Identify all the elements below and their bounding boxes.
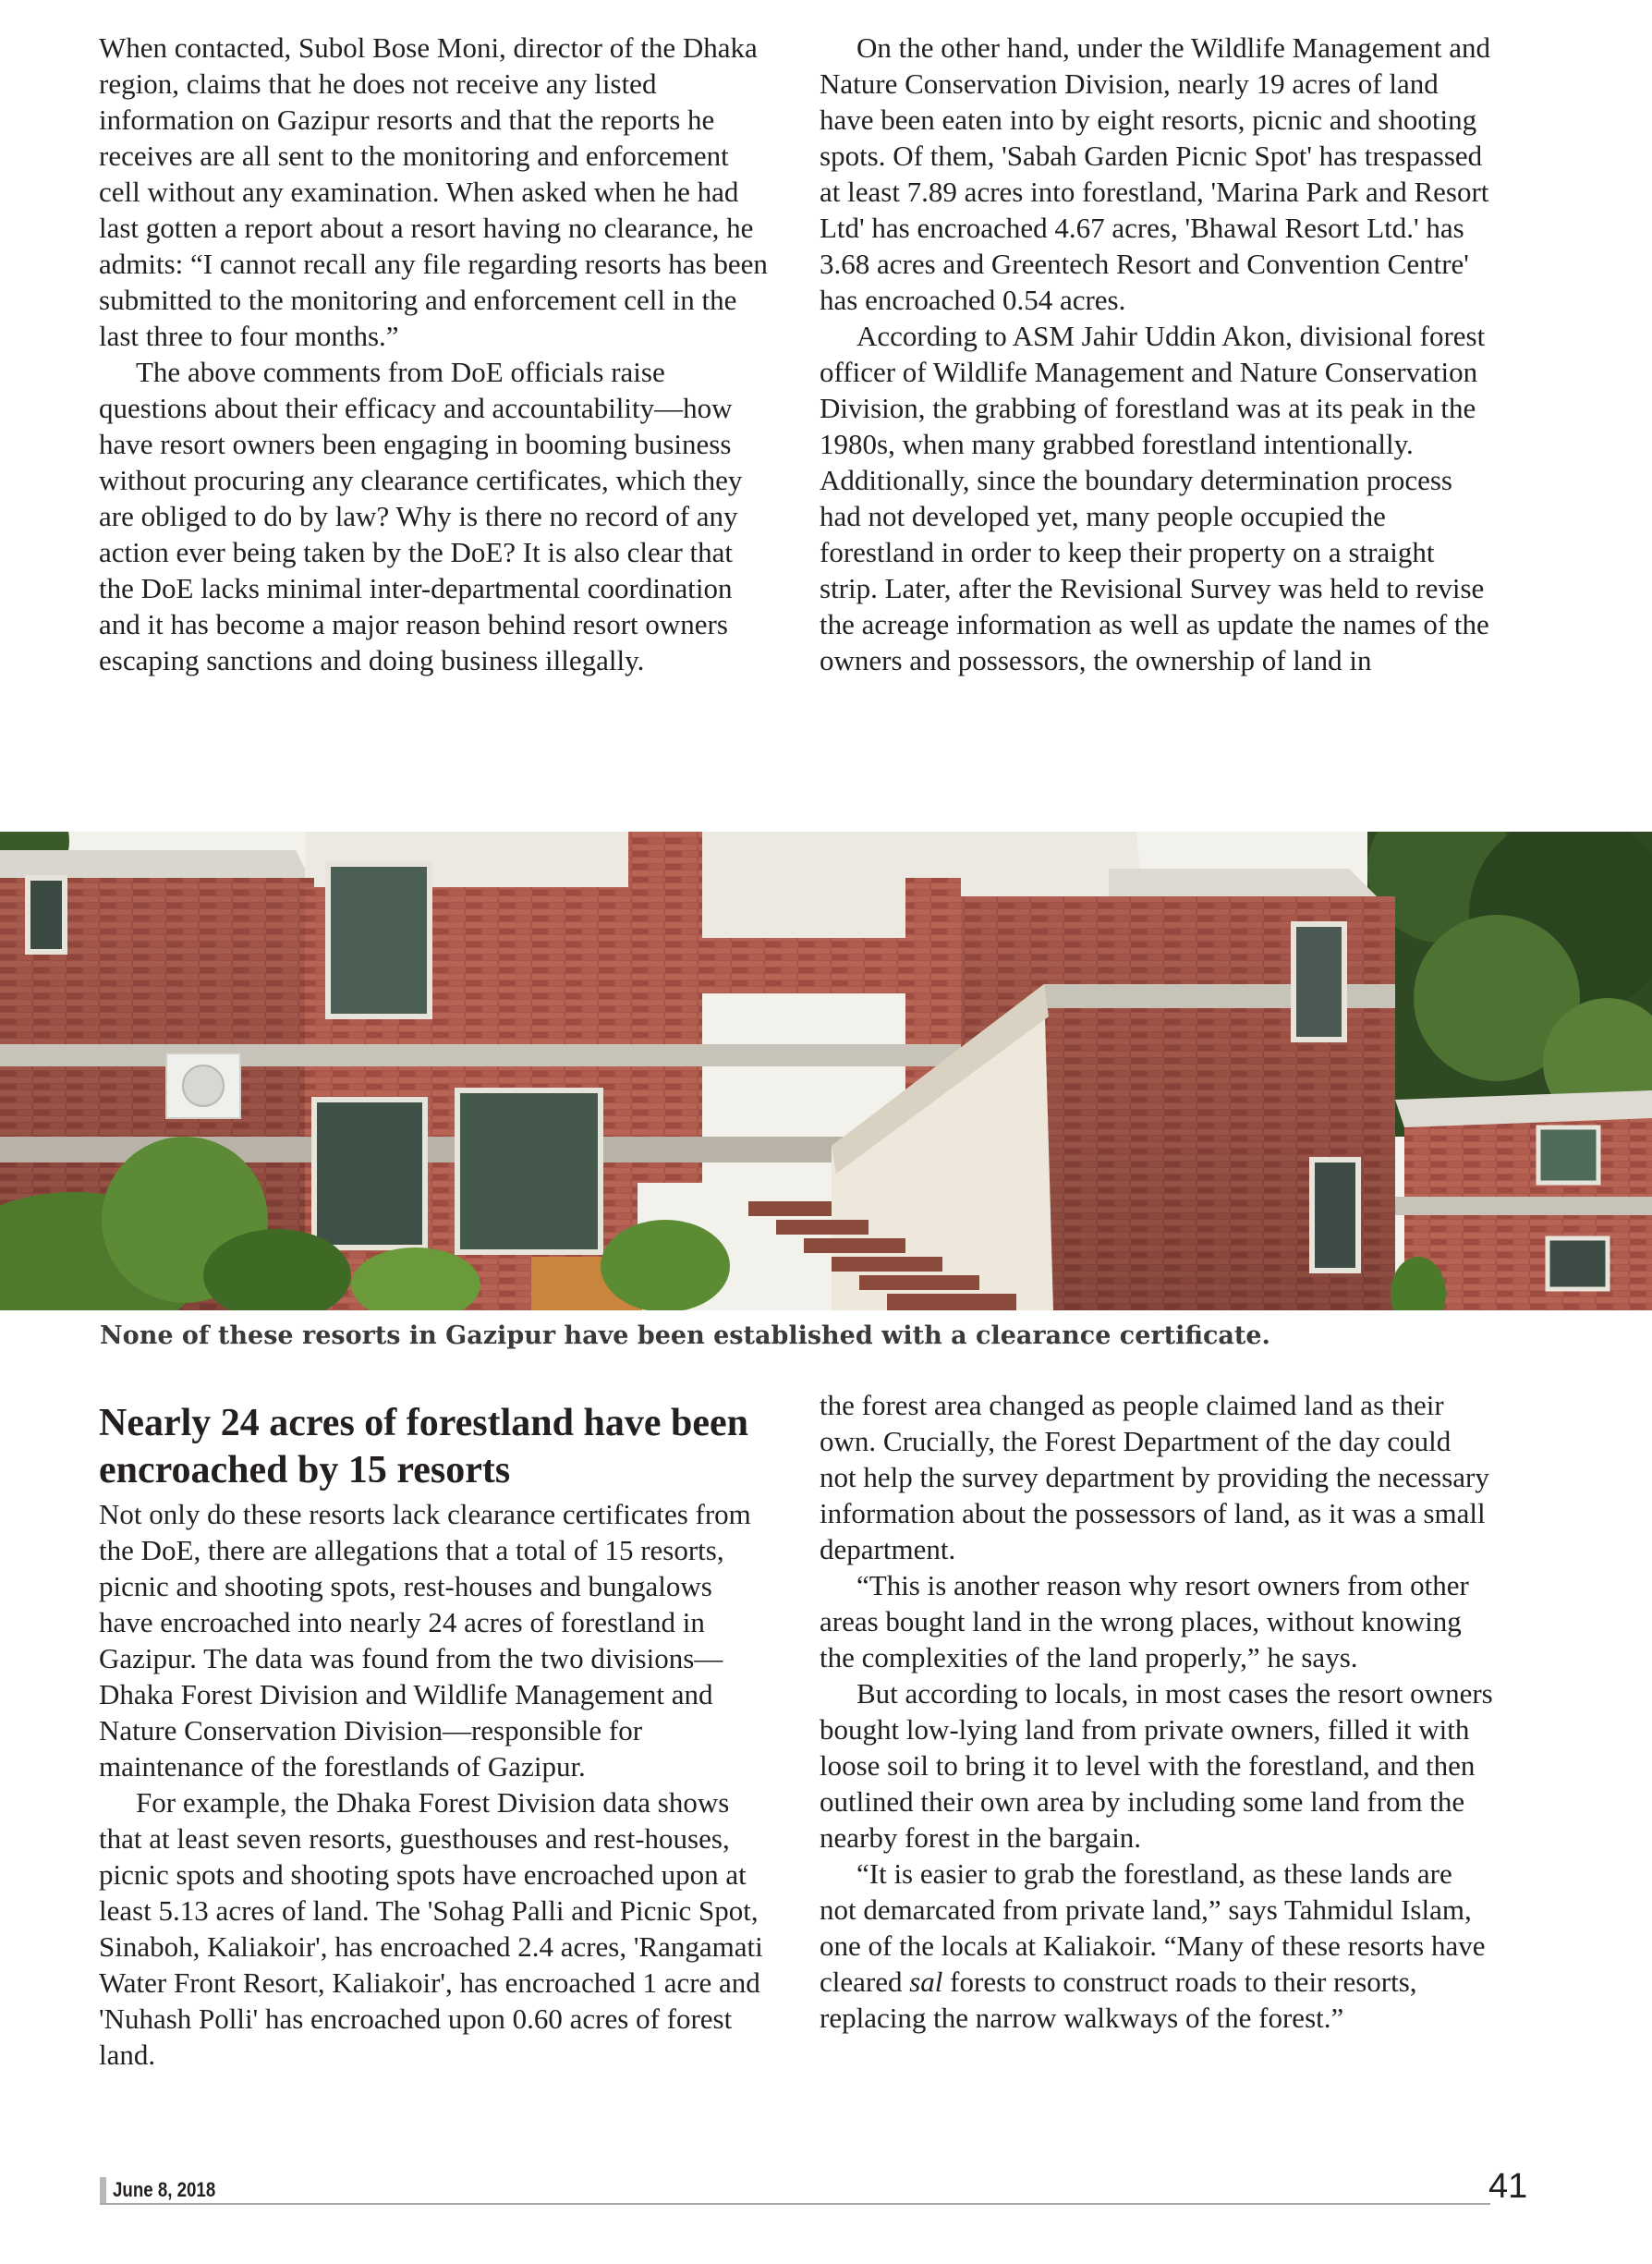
paragraph: But according to locals, in most cases the resort owners bought low-lying land from private owners, filled it with loose soil to bring it to level with the forestland, and then outlined their own area by including some land from the nearby forest in the bargain. bbox=[820, 1677, 1493, 1854]
resort-photo bbox=[0, 832, 1652, 1310]
paragraph-quote bbox=[820, 1856, 1494, 2036]
paragraph: the forest area changed as people claimed land as their own. Crucially, the Forest Department of the day could not help the survey department by providing the necessary information about the possessors of land, as it was a small department. bbox=[820, 1389, 1489, 1565]
article-column-top-left bbox=[99, 30, 773, 678]
paragraph: When contacted, Subol Bose Moni, director of the Dhaka region, claims that he does not receive any listed information on Gazipur resorts and that the reports he receives are all sent to the monitoring and enforcement cell without any examination. When asked when he had last gotten a report about a resort having no clearance, he admits: “I cannot recall any file regarding resorts has been submitted to the monitoring and enforcement cell in the last three to four months.” bbox=[99, 31, 768, 352]
tree-foliage-right bbox=[1367, 832, 1652, 1137]
quote-text: “It is easier to grab the forestland, as these lands are not demarcated from private land,” says Tahmidul Islam, one of the locals at Kaliakoir. “Many of these resorts have cleared bbox=[820, 1857, 1486, 1998]
paragraph: The above comments from DoE officials raise questions about their efficacy and accountability—how have resort owners been engaging in booming business without procuring any clearance certificates, which they are obliged to do by law? Why is there no record of any action ever being taken by the DoE? It is also clear that the DoE lacks minimal inter-departmental coordination and it has become a major reason behind resort owners escaping sanctions and doing business illegally. bbox=[99, 356, 743, 676]
photo-caption: None of these resorts in Gazipur have been established with a clearance certificate. bbox=[100, 1321, 1270, 1350]
paragraph: For example, the Dhaka Forest Division data shows that at least seven resorts, guesthouses and rest-houses, picnic spots and shooting spots have encroached upon at least 5.13 acres of land. The 'Sohag Palli and Picnic Spot, Sinaboh, Kaliakoir', has encroached 2.4 acres, 'Rangamati Water Front Resort, Kaliakoir', has encroached 1 acre and 'Nuhash Polli' has encroached upon 0.60 acres of forest land. bbox=[99, 1786, 763, 2071]
paragraph: On the other hand, under the Wildlife Management and Nature Conservation Division, nearly 19 acres of land have been eaten into by eight resorts, picnic and shooting spots. Of them, 'Sabah Garden Picnic Spot' has trespassed at least 7.89 acres into forestland, 'Marina Park and Resort Ltd' has encroached 4.67 acres, 'Bhawal Resort Ltd.' has 3.68 acres and Greentech Resort and Convention Centre' has encroached 0.54 acres. bbox=[820, 31, 1490, 316]
page-number: 41 bbox=[1488, 2167, 1528, 2206]
article-column-top-right bbox=[820, 30, 1494, 678]
article-column-bottom-left bbox=[99, 1400, 773, 2073]
paragraph: “This is another reason why resort owners from other areas bought land in the wrong places, without knowing the complexities of the land properly,” he says. bbox=[820, 1569, 1469, 1674]
paragraph: Not only do these resorts lack clearance certificates from the DoE, there are allegations that a total of 15 resorts, picnic and shooting spots, rest-houses and bungalows have encroached into nearly 24 acres of forestland in Gazipur. The data was found from the two divisions—Dhaka Forest Division and Wildlife Management and Nature Conservation Division—responsible for maintenance of the forestlands of Gazipur. bbox=[99, 1498, 751, 1783]
quote-text-end: forests to construct roads to their resorts, replacing the narrow walkways of the forest.” bbox=[820, 1966, 1417, 2034]
article-column-bottom-right bbox=[820, 1387, 1494, 2036]
footer-accent-bar bbox=[100, 2177, 106, 2203]
section-subheading: Nearly 24 acres of forestland have been encroached by 15 resorts bbox=[99, 1402, 749, 1491]
footer-rule bbox=[100, 2203, 1490, 2205]
paragraph: According to ASM Jahir Uddin Akon, divisional forest officer of Wildlife Management and Nature Conservation Division, the grabbing of forestland was at its peak in the 1980s, when many grabbed forestland intentionally. Additionally, since the boundary determination process had not developed yet, many people occupied the forestland in order to keep their property on a straight strip. Later, after the Revisional Survey was held to revise the acreage information as well as update the names of the owners and possessors, the ownership of land in bbox=[820, 320, 1489, 676]
quote-italic-word: sal bbox=[909, 1966, 943, 1998]
issue-date: June 8, 2018 bbox=[113, 2178, 216, 2201]
